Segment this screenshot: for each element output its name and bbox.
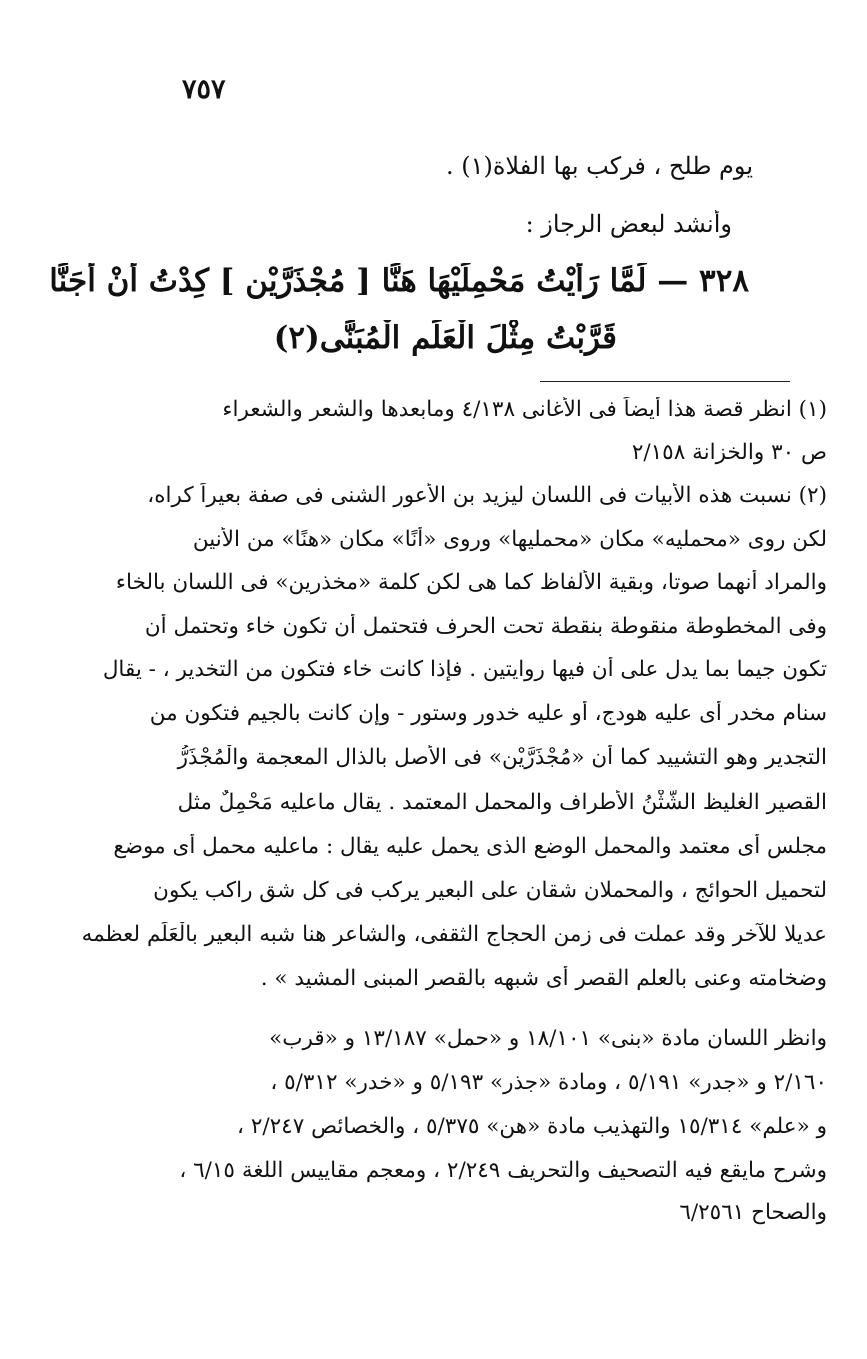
verse-line: قَرَّبْتُ مِثْلَ الْعَلَمِ الْمُبَنَّى(٢) xyxy=(273,320,617,356)
footnote-line: لكن روى «محمليه» مكان «محمليها» وروى «أنًا» مكان «هنًا» من الأنين xyxy=(192,527,827,552)
footnote-line: ٢/١٦٠ و «جدر» ٥/١٩١ ، ومادة «جذر» ٥/١٩٣ و «خدر» ٥/٣١٢ ، xyxy=(270,1070,827,1095)
body-line: وأنشد لبعض الرجاز : xyxy=(525,210,732,238)
footnote-line: وشرح مايقع فيه التصحيف والتحريف ٢/٢٤٩ ، ومعجم مقاييس اللغة ٦/١٥ ، xyxy=(179,1158,827,1183)
footnote-line: والمراد أنهما صوتا، وبقية الألفاظ كما هى لكن كلمة «مخذرين» فى اللسان بالخاء xyxy=(115,570,827,595)
body-line: يوم طلح ، فركب بها الفلاة(١) . xyxy=(445,152,753,180)
footnote-line: عديلا للآخر وقد عملت فى زمن الحجاج الثقفى، والشاعر هنا شبه البعير بالْعَلَم لعظمه xyxy=(81,922,827,947)
footnote-separator xyxy=(540,381,790,382)
footnote-line: وفى المخطوطة منقوطة بنقطة تحت الحرف فتحتمل أن تكون خاء وتحتمل أن xyxy=(144,614,827,639)
footnote-line: و «علم» ١٥/٣١٤ والتهذيب مادة «هن» ٥/٣٧٥ ، والخصائص ٢/٢٤٧ ، xyxy=(237,1114,827,1139)
footnote-line: والصحاح ٦/٢٥٦١ xyxy=(679,1200,827,1225)
footnote-line: مجلس أى معتمد والمحمل الوضع الذى يحمل عليه يقال : ماعليه محمل أى موضع xyxy=(113,834,827,859)
footnote-line: القصير الغليظ الشَّثْنُ الأطراف والمحمل المعتمد . يقال ماعليه مَحْمِلٌ مثل xyxy=(177,790,827,815)
page-number: ٧٥٧ xyxy=(182,74,226,105)
footnote-line: تكون جيما بما يدل على أن فيها روايتين . فإذا كانت خاء فتكون من التخدير ، - يقال xyxy=(102,657,827,682)
footnote-line: لتحميل الحوائج ، والمحملان شقان على البعير يركب فى كل شق راكب يكون xyxy=(153,878,827,903)
footnote-line: وانظر اللسان مادة «بنى» ١٨/١٠١ و «حمل» ١٣/١٨٧ و «قرب» xyxy=(269,1026,827,1051)
footnote-line: ص ٣٠ والخزانة ٢/١٥٨ xyxy=(631,440,827,465)
footnote-line: التجدير وهو التشييد كما أن «مُجْذَرَّيْنِ» فى الأصل بالذال المعجمة والْمُجْذَرُّ xyxy=(177,745,827,770)
footnote-line: وضخامته وعنى بالعلم القصر أى شبهه بالقصر المبنى المشيد » . xyxy=(260,966,827,991)
footnote-line: (١) انظر قصة هذا أيضاً فى الأغانى ٤/١٣٨ ومابعدها والشعر والشعراء xyxy=(222,397,827,422)
footnote-line: سنام مخدر أى عليه هودج، أو عليه خدور وستور - وإن كانت بالجيم فتكون من xyxy=(149,701,827,726)
verse-line: ٣٢٨ — لَمَّا رَأَيْتُ مَحْمِلَيْهَا هَنَّا [ مُجْذَرَّيْنِ ] كِدْتُ أَنْ أُجَنَّا xyxy=(49,263,749,299)
footnote-line: (٢) نسبت هذه الأبيات فى اللسان ليزيد بن الأعور الشنى فى صفة بعيراً كراه، xyxy=(147,483,827,508)
